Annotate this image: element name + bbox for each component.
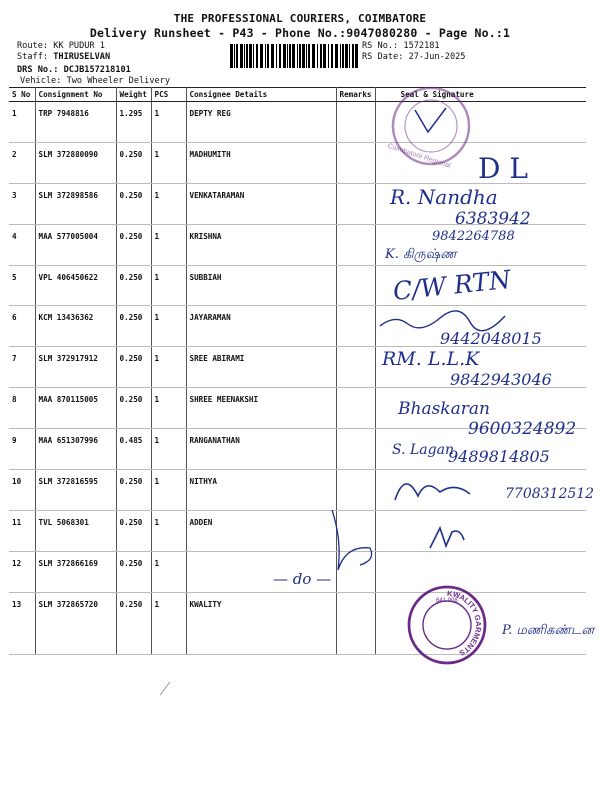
table-row <box>9 102 586 143</box>
table-header-row <box>9 88 586 102</box>
cell-pcs: 1 <box>151 347 186 388</box>
cell-signature <box>375 470 586 511</box>
cell-remarks <box>336 592 375 654</box>
col-header-signature: Seal & Signature <box>375 88 586 102</box>
route-text: Route: KK PUDUR 1 <box>17 41 105 51</box>
cell-consignee: JAYARAMAN <box>186 306 336 347</box>
cell-sno: 1 <box>9 102 35 143</box>
staff-name: THIRUSELVAN <box>53 52 111 62</box>
cell-weight: 0.250 <box>116 388 151 429</box>
cell-signature <box>375 551 586 592</box>
cell-remarks <box>336 265 375 306</box>
cell-pcs: 1 <box>151 388 186 429</box>
cell-weight: 0.250 <box>116 183 151 224</box>
signature-row-2: D L <box>478 152 528 185</box>
cell-pcs: 1 <box>151 429 186 470</box>
cell-weight: 0.250 <box>116 265 151 306</box>
table-row <box>9 388 586 429</box>
col-header-consignment: Consignment No <box>35 88 116 102</box>
table-row <box>9 551 586 592</box>
cell-remarks <box>336 429 375 470</box>
cell-sno: 11 <box>9 510 35 551</box>
cell-weight: 0.250 <box>116 551 151 592</box>
cell-weight: 0.250 <box>116 142 151 183</box>
table-row <box>9 224 586 265</box>
rs-date: RS Date: 27-Jun-2025 <box>362 52 466 62</box>
rs-number: RS No.: 1572181 <box>362 41 440 51</box>
phone-row-9b: 9489814805 <box>448 447 550 466</box>
phone-row-6: 9442048015 <box>440 329 542 348</box>
cell-remarks <box>336 551 375 592</box>
table-row <box>9 347 586 388</box>
cell-remarks <box>336 102 375 143</box>
runsheet-table <box>9 87 586 655</box>
cell-consignee: KRISHNA <box>186 224 336 265</box>
remark-row-5: C/W RTN <box>391 264 513 306</box>
cell-pcs: 1 <box>151 102 186 143</box>
cell-consignee <box>186 551 336 592</box>
signature-row-8: Bhaskaran <box>398 399 490 419</box>
seal-bottom-ring-text: KWALITY GARMENTS <box>446 588 484 658</box>
cell-consignment: VPL 406450622 <box>35 265 116 306</box>
phone-row-4: 9842264788 <box>432 229 515 244</box>
cell-sno: 3 <box>9 183 35 224</box>
cell-consignment: MAA 577005004 <box>35 224 116 265</box>
cell-sno: 9 <box>9 429 35 470</box>
cell-consignment: SLM 372880090 <box>35 142 116 183</box>
table-row <box>9 510 586 551</box>
cell-consignment: MAA 870115005 <box>35 388 116 429</box>
cell-signature <box>375 183 586 224</box>
cell-remarks <box>336 347 375 388</box>
cell-sno: 5 <box>9 265 35 306</box>
cell-signature <box>375 142 586 183</box>
staff-label: Staff: <box>17 52 49 62</box>
cell-pcs: 1 <box>151 470 186 511</box>
ditto-row-12: — do — <box>273 570 332 588</box>
cell-remarks <box>336 142 375 183</box>
table-row <box>9 470 586 511</box>
drs-number: DCJB157218101 <box>63 65 131 75</box>
cell-remarks <box>336 306 375 347</box>
cell-consignee: KWALITY <box>186 592 336 654</box>
cell-sno: 10 <box>9 470 35 511</box>
cell-weight: 0.250 <box>116 224 151 265</box>
cell-consignee: MADHUMITH <box>186 142 336 183</box>
cell-remarks <box>336 470 375 511</box>
cell-consignment: TVL 5068301 <box>35 510 116 551</box>
col-header-pcs: PCS <box>151 88 186 102</box>
cell-pcs: 1 <box>151 592 186 654</box>
cell-sno: 13 <box>9 592 35 654</box>
cell-weight: 0.250 <box>116 592 151 654</box>
seal-top-text: Coimbatore Regional <box>386 142 452 170</box>
cell-signature <box>375 224 586 265</box>
cell-signature <box>375 592 586 654</box>
cell-consignment: SLM 372898586 <box>35 183 116 224</box>
cell-consignment: SLM 372866169 <box>35 551 116 592</box>
cell-remarks <box>336 224 375 265</box>
cell-signature <box>375 347 586 388</box>
cell-signature <box>375 429 586 470</box>
cell-weight: 0.250 <box>116 347 151 388</box>
cell-remarks <box>336 183 375 224</box>
cell-consignee: NITHYA <box>186 470 336 511</box>
table-row <box>9 265 586 306</box>
cell-consignment: TRP 7948816 <box>35 102 116 143</box>
drs-label: DRS No.: <box>17 65 59 75</box>
runsheet-subtitle: Delivery Runsheet - P43 - Phone No.:9047080280 - Page No.:1 <box>89 26 511 40</box>
cell-pcs: 1 <box>151 142 186 183</box>
cell-sno: 8 <box>9 388 35 429</box>
col-header-sno: S No <box>9 88 35 102</box>
cell-pcs: 1 <box>151 265 186 306</box>
cell-signature <box>375 306 586 347</box>
phone-row-10: 7708312512 <box>505 486 595 502</box>
cell-weight: 1.295 <box>116 102 151 143</box>
cell-consignee: RANGANATHAN <box>186 429 336 470</box>
cell-pcs: 1 <box>151 306 186 347</box>
company-title: THE PROFESSIONAL COURIERS, COIMBATORE <box>173 12 427 25</box>
signature-row-9: S. Lagan <box>392 442 454 458</box>
phone-row-7: 9842943046 <box>450 370 552 389</box>
cell-sno: 7 <box>9 347 35 388</box>
cell-remarks <box>336 388 375 429</box>
cell-signature <box>375 510 586 551</box>
cell-signature <box>375 102 586 143</box>
cell-consignment: SLM 372865720 <box>35 592 116 654</box>
cell-consignee: SUBBIAH <box>186 265 336 306</box>
cell-consignee: ADDEN <box>186 510 336 551</box>
cell-consignment: SLM 372917912 <box>35 347 116 388</box>
cell-sno: 4 <box>9 224 35 265</box>
cell-pcs: 1 <box>151 510 186 551</box>
cell-weight: 0.250 <box>116 470 151 511</box>
phone-row-3: 6383942 <box>455 209 531 229</box>
cell-remarks <box>336 510 375 551</box>
cell-consignee: VENKATARAMAN <box>186 183 336 224</box>
table-row <box>9 429 586 470</box>
cell-consignee: SHREE MEENAKSHI <box>186 388 336 429</box>
table-row <box>9 306 586 347</box>
cell-sno: 12 <box>9 551 35 592</box>
phone-row-9a: 9600324892 <box>468 419 577 439</box>
cell-consignment: MAA 651307996 <box>35 429 116 470</box>
col-header-weight: Weight <box>116 88 151 102</box>
cell-consignee: DEPTY REG <box>186 102 336 143</box>
seal-bottom-code: 641 008 <box>436 598 458 604</box>
signature-row-13: P. மணிகண்டன <box>502 623 594 638</box>
cell-signature <box>375 265 586 306</box>
drs-line <box>17 65 131 75</box>
table-row <box>9 183 586 224</box>
cell-consignee: SREE ABIRAMI <box>186 347 336 388</box>
signature-row-3: R. Nandha <box>390 185 498 209</box>
col-header-consignee: Consignee Details <box>186 88 336 102</box>
cell-consignment: SLM 372816595 <box>35 470 116 511</box>
table-row <box>9 142 586 183</box>
cell-consignment: KCM 13436362 <box>35 306 116 347</box>
signature-row-7: RM. L.L.K <box>382 348 480 370</box>
barcode-image <box>230 44 358 68</box>
table-row <box>9 592 586 654</box>
cell-pcs: 1 <box>151 183 186 224</box>
signature-row-4: K. கிருஷ்ண <box>385 247 457 262</box>
cell-pcs: 1 <box>151 224 186 265</box>
cell-weight: 0.250 <box>116 306 151 347</box>
cell-weight: 0.250 <box>116 510 151 551</box>
cell-pcs: 1 <box>151 551 186 592</box>
col-header-remarks: Remarks <box>336 88 375 102</box>
vehicle-text: Vehicle: Two Wheeler Delivery <box>20 76 171 86</box>
cell-weight: 0.485 <box>116 429 151 470</box>
cell-signature <box>375 388 586 429</box>
cell-sno: 6 <box>9 306 35 347</box>
staff-line <box>17 52 110 62</box>
stray-mark <box>160 682 170 695</box>
cell-sno: 2 <box>9 142 35 183</box>
